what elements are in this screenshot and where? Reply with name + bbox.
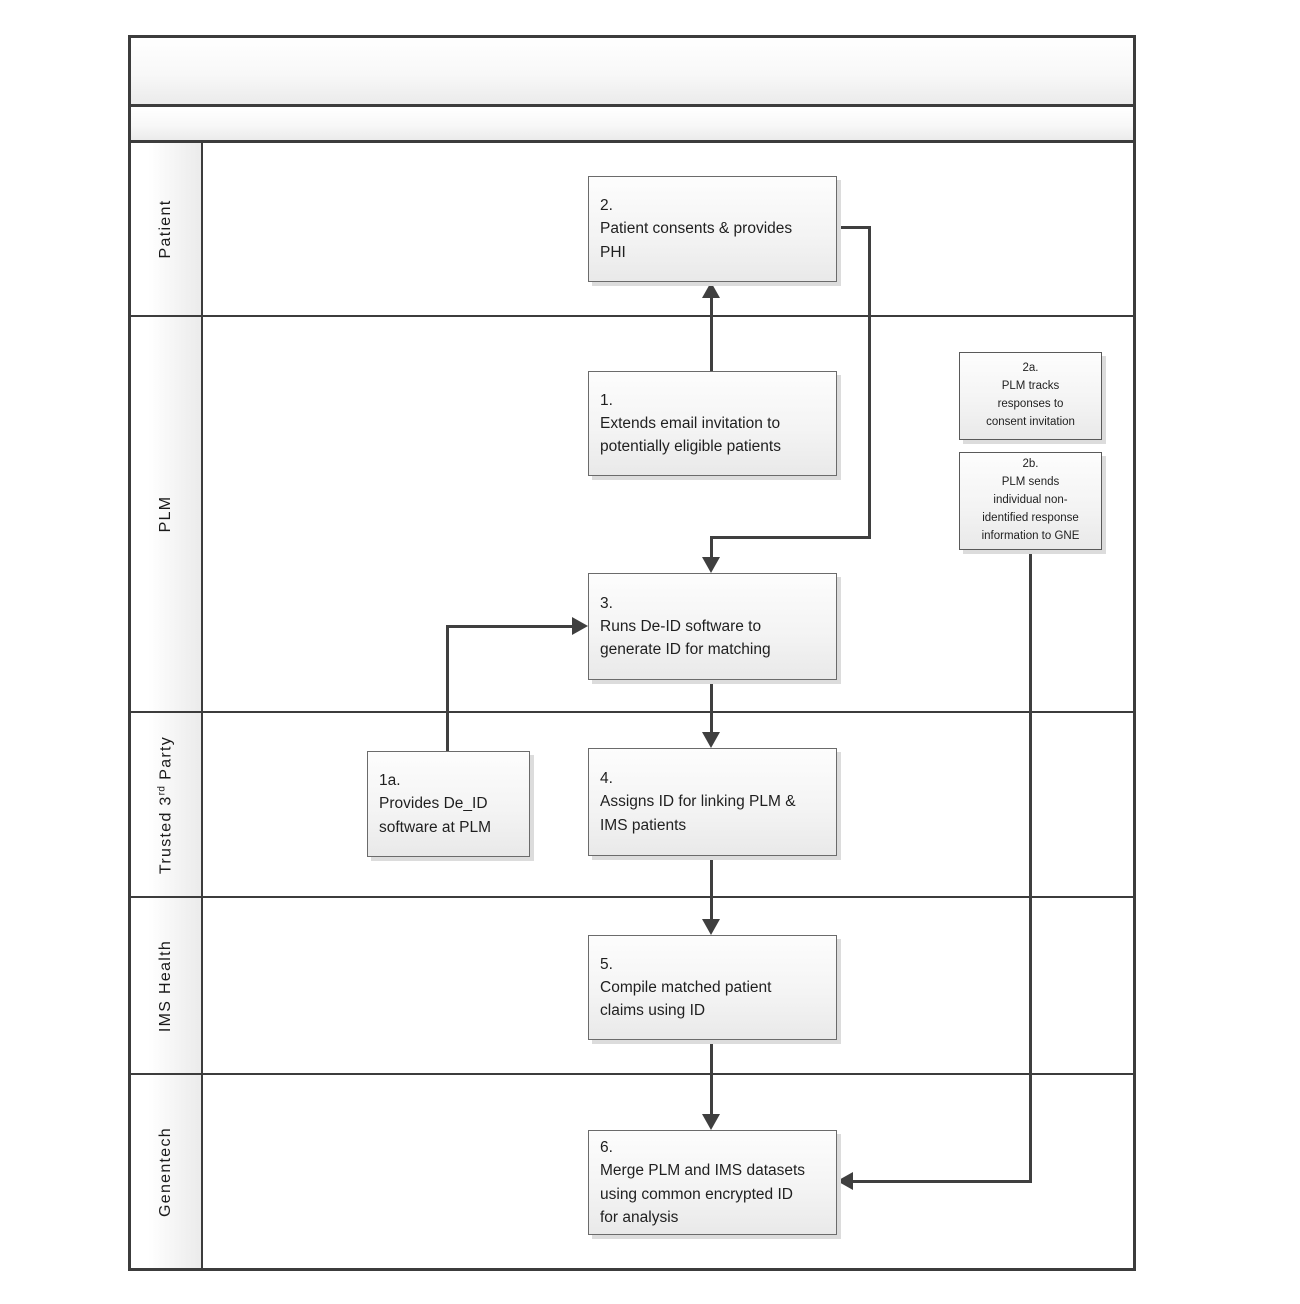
phase-band	[131, 107, 1133, 143]
lane-label-cell-plm	[131, 317, 203, 711]
lane-label-genentech: Genentech	[157, 1126, 174, 1217]
lane-label-trusted-sup: rd	[156, 784, 168, 795]
process-box-1-text: 1. Extends email invitation to potentially eligible patients	[600, 391, 781, 456]
lane-label-cell-genentech	[131, 1075, 203, 1268]
process-box-3-text: 3. Runs De-ID software to generate ID for matching	[600, 594, 771, 659]
lane-ims-health	[131, 898, 1133, 1075]
lane-genentech	[131, 1075, 1133, 1268]
lane-plm	[131, 317, 1133, 713]
lane-content-ims-health	[203, 898, 1133, 1073]
process-box-1a-text: 1a. Provides De_ID software at PLM	[379, 772, 491, 836]
lane-content-plm	[203, 317, 1133, 711]
lane-content-patient	[203, 143, 1133, 315]
process-box-2a-text: 2a. PLM tracks responses to consent invitation	[986, 362, 1075, 428]
process-box-2-text: 2. Patient consents & provides PHI	[600, 197, 793, 261]
process-box-2b-text: 2b. PLM sends individual non- identified response information to GNE	[981, 458, 1080, 542]
lane-label-cell-ims-health	[131, 898, 203, 1073]
lane-label-ims-health: IMS Health	[157, 939, 174, 1032]
lane-label-patient: Patient	[157, 199, 174, 259]
process-box-6-text: 6. Merge PLM and IMS datasets using common encrypted ID for analysis	[600, 1139, 806, 1226]
lane-patient	[131, 143, 1133, 317]
lane-label-trusted-3rd-party	[156, 735, 175, 873]
swimlane-frame	[128, 35, 1136, 1271]
lanes-container	[131, 143, 1133, 1268]
lane-trusted-3rd-party	[131, 713, 1133, 898]
lane-label-plm: PLM	[157, 495, 174, 533]
lane-content-trusted-3rd-party	[203, 713, 1133, 896]
lane-label-trusted-post: Party	[157, 735, 175, 785]
lane-label-cell-patient	[131, 143, 203, 315]
lane-label-trusted-pre: Trusted 3	[157, 794, 175, 874]
title-band	[131, 38, 1133, 107]
process-box-4-text: 4. Assigns ID for linking PLM & IMS patients	[600, 770, 796, 834]
lane-content-genentech	[203, 1075, 1133, 1268]
lane-label-cell-trusted-3rd-party	[131, 713, 203, 896]
process-box-5-text: 5. Compile matched patient claims using ID	[600, 955, 772, 1020]
